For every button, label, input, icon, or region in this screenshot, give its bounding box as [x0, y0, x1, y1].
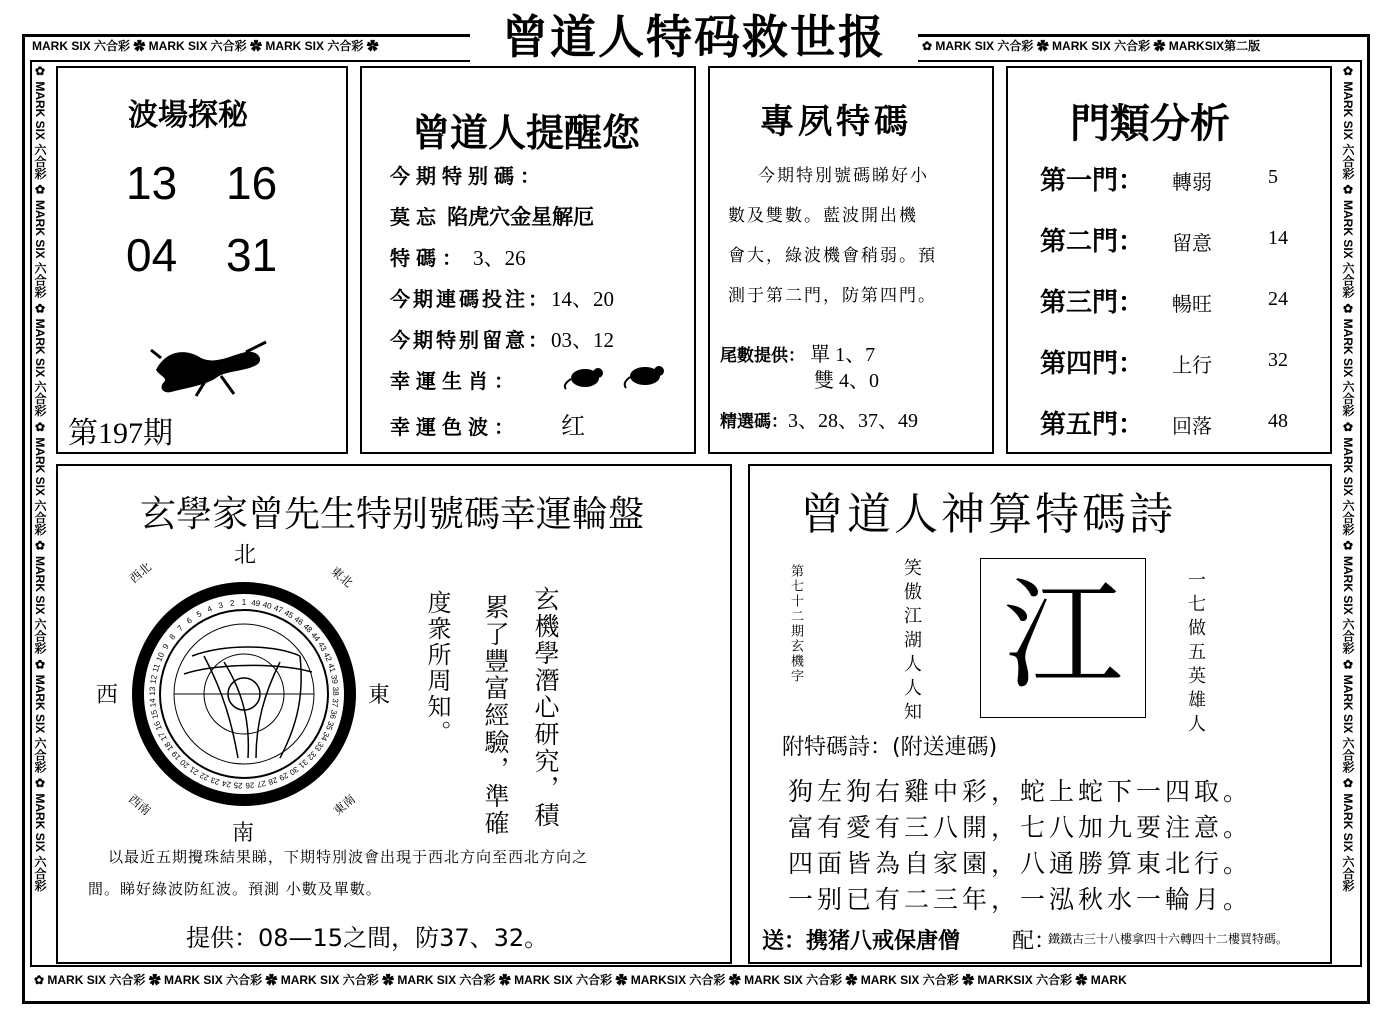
wheel-ring-number: 23: [209, 775, 221, 787]
horse-icon: [146, 330, 276, 400]
poem-pair-value: 鐵鐵古三十八樓拿四十六轉四十二樓買特碼。: [1048, 932, 1289, 946]
poem-subtitle: 附特碼詩：(附送連碼): [782, 735, 998, 760]
wheel-title: 玄學家曾先生特别號碼幸運輪盤: [140, 494, 645, 535]
poem-line: 富有愛有三八開，七八加九要注意。: [788, 813, 1253, 842]
wave-title: 波場探秘: [128, 98, 248, 133]
border-top-left: MARK SIX 六合彩 ✿ MARK SIX 六合彩 ✿ MARK SIX 六合彩 ✿: [32, 39, 379, 53]
reminder-rows: [390, 160, 690, 447]
wheel-ring-number: 6: [184, 615, 194, 626]
special-title: 專夙特碼: [760, 102, 912, 142]
door-row: 第一門： 轉弱 5: [1040, 166, 1278, 196]
dir-northeast: 東北: [327, 563, 356, 590]
wheel-ring-number: 20: [178, 757, 192, 771]
border-left: ✿ MARK SIX 六合彩 ✿ MARK SIX 六合彩 ✿ MARK SIX 六合彩 ✿ MARK SIX 六合彩 ✿ MARK SIX 六合彩 ✿ MARK SIX 六合彩 ✿ MARK SIX 六合彩: [33, 64, 47, 892]
special-text: 今期特別號碼睇好小 數及雙數。藍波開出機 會大，綠波機會稍弱。預 測于第二門，防第四門。: [728, 166, 937, 306]
wheel-ring-number: 12: [148, 674, 159, 685]
wheel-ring-number: 7: [175, 623, 186, 634]
wheel-ring-number: 3: [217, 600, 225, 611]
dir-south: 南: [232, 821, 255, 846]
poem-box: [748, 464, 1332, 964]
wave-number: 16: [226, 157, 278, 209]
wheel-ring-number: 38: [330, 686, 341, 696]
door-row: 第二門： 留意 14: [1040, 227, 1288, 257]
dir-west: 西: [96, 683, 119, 708]
reminder-row: 幸運色波： 红: [390, 412, 586, 440]
dir-southwest: 西南: [125, 791, 154, 818]
wheel-ring-number: 37: [330, 697, 341, 708]
wheel-ring-number: 13: [147, 686, 158, 696]
reminder-row: 莫忘 陷虎穴金星解厄: [390, 205, 595, 229]
wheel-ring-number: 24: [221, 778, 232, 790]
door-row: 第五門： 回落 48: [1040, 410, 1288, 440]
poem-send: 送：携猪八戒保唐僧: [762, 929, 961, 954]
wave-number: 31: [226, 229, 278, 281]
poem-vtext-mid: 笑傲江湖人人知: [901, 558, 922, 726]
wheel-ring-number: 40: [261, 600, 273, 611]
wave-box: [56, 66, 348, 454]
reminder-row: 今期特别碼：: [390, 164, 546, 188]
dir-north: 北: [234, 543, 257, 568]
wheel-ring-number: 4: [205, 604, 214, 615]
wheel-ring-number: 9: [160, 642, 171, 651]
reminder-row: 幸運生肖：: [390, 365, 690, 406]
wheel-note-2: 間。睇好綠波防紅波。預測 小數及單數。: [88, 880, 382, 898]
reminder-title: 曾道人提醒您: [412, 111, 641, 155]
wheel-figure: [96, 543, 444, 846]
poem-vtext-left: 第七十二期玄機字: [788, 564, 803, 684]
doors-box: [1006, 66, 1332, 454]
border-top-right: ✿ MARK SIX 六合彩 ✿ MARK SIX 六合彩 ✿ MARKSIX第二版: [922, 39, 1261, 53]
wheel-vtext-3: 度衆所周知。: [423, 590, 451, 746]
border-bottom: ✿ MARK SIX 六合彩 ✿ MARK SIX 六合彩 ✿ MARK SIX 六合彩 ✿ MARK SIX 六合彩 ✿ MARK SIX 六合彩 ✿ MARKSIX 六合彩 ✿ MARK SIX 六合彩 ✿ MARK SIX 六合彩 ✿ MARKSIX 六合彩 ✿ MARK: [34, 973, 1127, 987]
reminder-box: [360, 66, 696, 454]
wheel-ring-number: 8: [167, 632, 178, 642]
wheel-ring-number: 45: [282, 608, 295, 621]
wheel-ring-number: 1: [241, 598, 247, 607]
poem-line: 一别已有二三年，一泓秋水一輪月。: [788, 885, 1253, 914]
reminder-row: 今期特别留意：03、12: [390, 328, 614, 352]
wheel-ring-number: 31: [296, 757, 310, 771]
issue-number: 第197期: [68, 417, 173, 450]
wheel-ring-number: 11: [150, 662, 162, 674]
wheel-ring-number: 46: [292, 614, 305, 627]
wheel-ring-number: 47: [272, 603, 285, 616]
wave-number: 13: [126, 157, 178, 209]
rat-icon: [560, 361, 670, 391]
wheel-ring-number: 29: [277, 770, 290, 783]
poem-title: 曾道人神算特碼詩: [800, 489, 1176, 540]
wheel-ring-number: 32: [305, 749, 319, 762]
dir-east: 東: [368, 683, 391, 708]
tail-numbers: 尾數提供： 單 1、7: [720, 344, 876, 366]
pick-numbers: 精選碼：3、28、37、49: [720, 410, 918, 432]
wheel-provide: 提供：08—15之間，防37、32。: [186, 924, 549, 952]
poem-vtext-right: 一七做五英雄人: [1185, 570, 1206, 738]
wheel-ring-number: 48: [301, 621, 314, 635]
wheel-ring-number: 18: [162, 740, 176, 753]
wheel-ring-number: 25: [233, 780, 243, 791]
poem-line: 狗左狗右雞中彩，蛇上蛇下一四取。: [788, 777, 1253, 806]
wheel-ring-number: 39: [329, 674, 340, 685]
wheel-ring-number: 33: [312, 740, 326, 753]
wheel-ring-number: 15: [149, 709, 161, 720]
reminder-row: 特碼： 3、26: [390, 246, 526, 270]
wheel-ring-number: 10: [154, 651, 167, 663]
lucky-wheel: [104, 544, 444, 844]
wheel-ring-number: 2: [229, 598, 236, 609]
wheel-ring-number: 36: [327, 709, 339, 720]
wheel-ring-number: 35: [324, 719, 336, 732]
dir-northwest: 西北: [126, 559, 155, 586]
wheel-ring-number: 22: [198, 770, 211, 783]
wheel-box: [56, 464, 732, 964]
wheel-vtext-2: 累了豐富經驗，準確: [481, 594, 510, 837]
wheel-ring-number: 21: [187, 764, 201, 777]
wheel-ring-number: 16: [152, 719, 164, 732]
page-title: 曾道人特码救世报: [470, 8, 918, 66]
wheel-ring-number: 27: [256, 778, 267, 790]
border-right: ✿ MARK SIX 六合彩 ✿ MARK SIX 六合彩 ✿ MARK SIX 六合彩 ✿ MARK SIX 六合彩 ✿ MARK SIX 六合彩 ✿ MARK SIX 六合彩 ✿ MARK SIX 六合彩: [1341, 64, 1355, 892]
poem-line: 四面皆為自家園，八通勝算東北行。: [788, 849, 1253, 878]
wheel-vtext-1: 玄機學潛心研究，積: [531, 586, 560, 829]
wave-number: 04: [126, 229, 178, 281]
wheel-ring-number: 17: [156, 730, 169, 743]
poem-pair-label: 配：: [1012, 929, 1057, 954]
wheel-ring-number: 42: [321, 651, 334, 663]
wheel-ring-number: 5: [194, 609, 204, 620]
wheel-ring-number: 19: [169, 749, 183, 762]
poem-big-char: 江: [980, 558, 1146, 718]
wheel-ring-number: 43: [316, 640, 329, 653]
wheel-ring-number: 34: [319, 730, 332, 743]
wheel-ring-number: 30: [287, 764, 301, 777]
wheel-ring-number: 44: [309, 630, 322, 644]
reminder-row: 今期連碼投注：14、20: [390, 287, 614, 311]
wheel-note-1: 以最近五期攪珠結果睇，下期特別波會出現于西北方向至西北方向之: [108, 848, 589, 866]
wheel-ring-number: 28: [267, 775, 279, 787]
special-box: [708, 66, 994, 454]
wheel-ring-number: 49: [250, 598, 261, 609]
wheel-ring-number: 26: [245, 780, 255, 791]
dir-southeast: 東南: [330, 791, 359, 818]
wheel-ring-number: 14: [147, 697, 158, 708]
wheel-ring-number: 41: [326, 662, 338, 674]
poem-lines: [788, 772, 1252, 916]
door-row: 第四門： 上行 32: [1040, 349, 1288, 379]
doors-list: [1040, 160, 1330, 465]
doors-title: 門類分析: [1070, 101, 1230, 147]
door-row: 第三門： 暢旺 24: [1040, 288, 1288, 318]
tail-even: 雙 4、0: [814, 370, 879, 392]
